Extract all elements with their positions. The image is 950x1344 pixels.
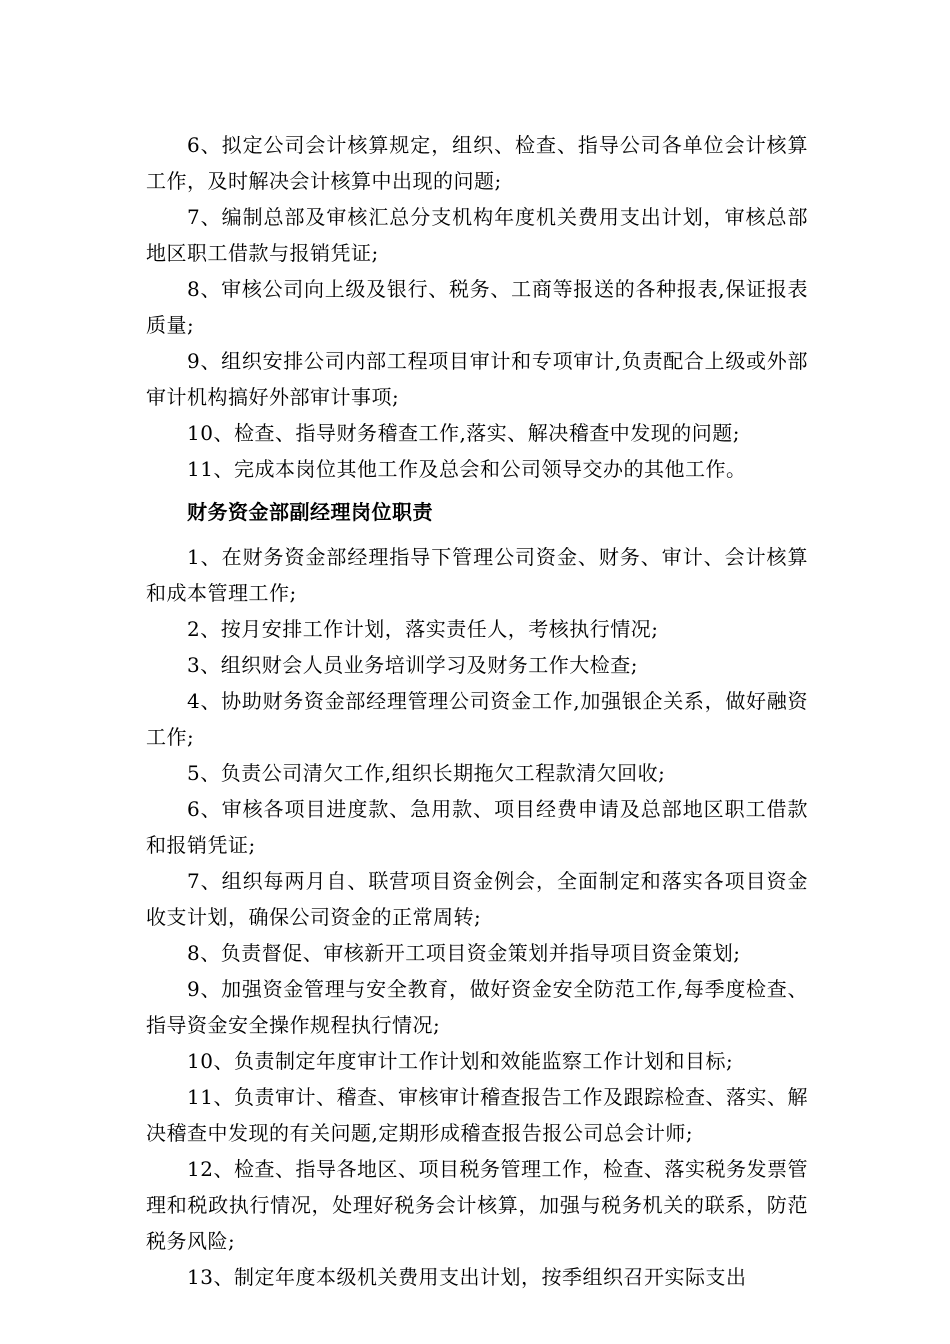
- deputy-duty-item-6: 6、审核各项目进度款、急用款、项目经费申请及总部地区职工借款和报销凭证;: [146, 797, 808, 857]
- deputy-duty-item-3: 3、组织财会人员业务培训学习及财务工作大检查;: [187, 653, 638, 677]
- deputy-duty-item-1: 1、在财务资金部经理指导下管理公司资金、财务、审计、会计核算和成本管理工作;: [146, 545, 808, 605]
- section-title: 财务资金部副经理岗位职责: [187, 500, 433, 524]
- duty-item-8: 8、审核公司向上级及银行、税务、工商等报送的各种报表,保证报表质量;: [146, 277, 808, 337]
- deputy-duty-item-10: 10、负责制定年度审计工作计划和效能监察工作计划和目标;: [187, 1049, 734, 1073]
- deputy-duty-item-4: 4、协助财务资金部经理管理公司资金工作,加强银企关系，做好融资工作;: [146, 689, 808, 749]
- deputy-duty-item-11: 11、负责审计、稽查、审核审计稽查报告工作及跟踪检查、落实、解决稽查中发现的有关问题,定期形成稽查报告报公司总会计师;: [146, 1085, 808, 1145]
- deputy-duty-item-13: 13、制定年度本级机关费用支出计划，按季组织召开实际支出: [187, 1265, 747, 1289]
- deputy-duty-item-5: 5、负责公司清欠工作,组织长期拖欠工程款清欠回收;: [187, 761, 666, 785]
- duty-item-9: 9、组织安排公司内部工程项目审计和专项审计,负责配合上级或外部审计机构搞好外部审计事项;: [146, 349, 808, 409]
- duty-item-11: 11、完成本岗位其他工作及总会和公司领导交办的其他工作。: [187, 457, 747, 481]
- deputy-duty-item-12: 12、检查、指导各地区、项目税务管理工作，检查、落实税务发票管理和税政执行情况，处理好税务会计核算，加强与税务机关的联系，防范税务风险;: [146, 1157, 808, 1253]
- duty-item-7: 7、编制总部及审核汇总分支机构年度机关费用支出计划，审核总部地区职工借款与报销凭证;: [146, 205, 808, 265]
- duty-item-10: 10、检查、指导财务稽查工作,落实、解决稽查中发现的问题;: [187, 421, 741, 445]
- deputy-duty-item-9: 9、加强资金管理与安全教育，做好资金安全防范工作,每季度检查、指导资金安全操作规程执行情况;: [146, 977, 808, 1037]
- deputy-duty-item-2: 2、按月安排工作计划，落实责任人，考核执行情况;: [187, 617, 659, 641]
- duty-item-6: 6、拟定公司会计核算规定，组织、检查、指导公司各单位会计核算工作，及时解决会计核算中出现的问题;: [146, 133, 808, 193]
- deputy-duty-item-8: 8、负责督促、审核新开工项目资金策划并指导项目资金策划;: [187, 941, 741, 965]
- deputy-duty-item-7: 7、组织每两月自、联营项目资金例会，全面制定和落实各项目资金收支计划，确保公司资金的正常周转;: [146, 869, 808, 929]
- document-body: [146, 127, 808, 1295]
